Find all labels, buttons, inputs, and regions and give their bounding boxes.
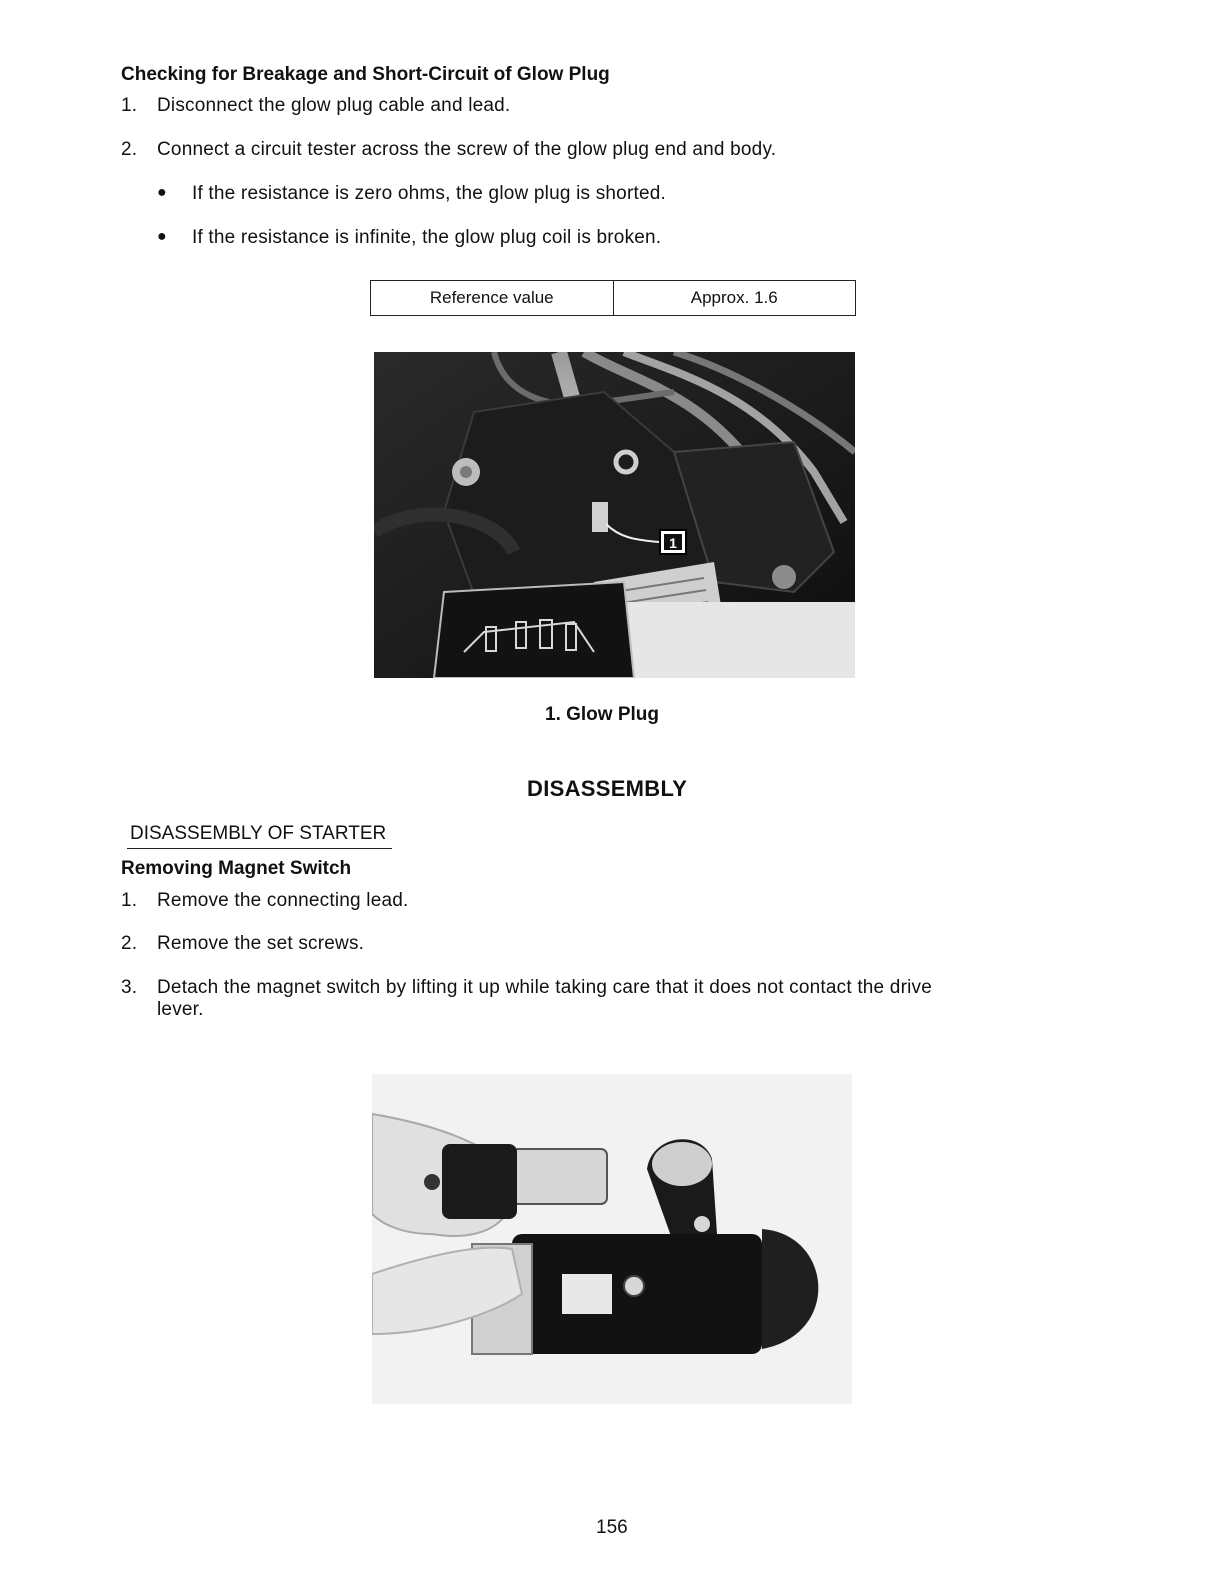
disassembly-step-2: [121, 933, 1021, 957]
page-number: 156: [596, 1517, 628, 1538]
step-text-line-2: lever.: [157, 999, 204, 1020]
step-text-line-1: Detach the magnet switch by lifting it up while taking care that it does not contact the drive: [157, 977, 932, 998]
bullet-text: If the resistance is zero ohms, the glow plug is shorted.: [192, 183, 666, 204]
disassembly-step-1: [121, 890, 1021, 914]
bullet-dot: ●: [157, 228, 167, 245]
step-number: 2.: [121, 139, 138, 160]
step-number: 1.: [121, 95, 138, 116]
glow-bullet-1: [157, 183, 957, 207]
section-title: DISASSEMBLY: [527, 776, 688, 801]
glow-step-1: [121, 95, 1021, 119]
step-text: Remove the connecting lead.: [157, 890, 409, 911]
starter-photo: [372, 1074, 852, 1404]
step-number: 2.: [121, 933, 138, 954]
callout-number: 1: [669, 535, 677, 551]
step-text: Connect a circuit tester across the screw of the glow plug end and body.: [157, 139, 777, 160]
reference-label: Reference value: [429, 288, 554, 307]
glow-check-heading: Checking for Breakage and Short-Circuit of Glow Plug: [121, 64, 610, 85]
step-text: Remove the set screws.: [157, 933, 365, 954]
subsection-title: DISASSEMBLY OF STARTER: [127, 823, 392, 849]
step-number: 3.: [121, 977, 138, 998]
reference-value-table: [370, 280, 856, 316]
glow-step-2: [121, 139, 1021, 163]
engine-photo-illustration: [374, 352, 855, 678]
bullet-text: If the resistance is infinite, the glow plug coil is broken.: [192, 227, 662, 248]
glow-plug-photo: [374, 352, 855, 678]
reference-value: Approx. 1.6: [613, 281, 856, 315]
bullet-dot: ●: [157, 184, 167, 201]
disassembly-step-3: [121, 977, 1021, 1023]
step-number: 1.: [121, 890, 138, 911]
magnet-switch-heading: Removing Magnet Switch: [121, 858, 352, 879]
glow-bullet-2: [157, 227, 957, 251]
starter-photo-illustration: [372, 1074, 852, 1404]
figure-caption: 1. Glow Plug: [545, 704, 660, 725]
step-text: Disconnect the glow plug cable and lead.: [157, 95, 511, 116]
